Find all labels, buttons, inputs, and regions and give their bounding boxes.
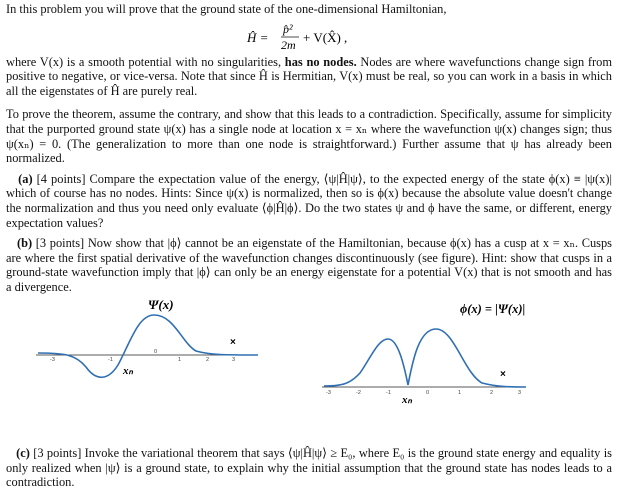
para1-text-b: Nodes are where wavefunctions change sign from positive to negative, or vice-versa. Note that since Ĥ is Hermitian, V(x) must be real, so you can work in a basis in which all the eigenstates of Ĥ are purely real. <box>6 54 612 98</box>
part-c-text: [3 points] Invoke the variational theorem that says ⟨ψ|Ĥ|ψ⟩ ≥ E₀, where E₀ is the ground state energy and equality is only realized when |ψ⟩ is a ground state, to explain why the initial assumption that the ground state has nodes leads to a contradiction. <box>6 446 612 490</box>
figure-psi <box>26 295 306 407</box>
psi-cross-mark: × <box>230 336 236 348</box>
phi-tick: -3 <box>326 389 331 396</box>
part-b-text: [3 points] Now show that |ϕ⟩ cannot be an eigenstate of the Hamiltonian, because ϕ(x) has a cusp at x = xₙ. Cusps are where the first spatial derivative of the wavefunction changes discontinuously (see figure). Hint: show that cusps in a ground-state wavefunction imply that |ϕ⟩ can only be an energy eigenstate for a potential V(x) that is not smooth and has a divergence. <box>6 236 612 294</box>
phi-tick: 1 <box>458 389 462 396</box>
psi-ticks <box>50 349 235 363</box>
paragraph-1 <box>6 55 612 99</box>
part-c-label: (c) <box>16 446 30 460</box>
phi-cross-mark: × <box>500 368 506 380</box>
psi-tick: -3 <box>50 356 55 363</box>
eq-denominator: 2m <box>281 37 296 51</box>
part-a <box>6 172 612 230</box>
psi-tick: 1 <box>178 356 182 363</box>
part-a-text: [4 points] Compare the expectation value of the energy, ⟨ψ|Ĥ|ψ⟩, to the expected energy of the state ϕ(x) ≡ |ψ(x)| which of course has no nodes. Hints: Since ψ(x) is normalized, then so is ϕ(x) because the absolute value doesn't change the normalization and thus you need only evaluate ⟨ϕ|Ĥ|ϕ⟩. Do the two states ψ and ϕ have the same, or different, energy expectation values? <box>6 171 612 230</box>
part-c-block <box>6 446 612 490</box>
phi-tick: 2 <box>490 389 494 396</box>
psi-curve <box>38 315 258 377</box>
psi-node-label: xₙ <box>123 364 133 377</box>
part-b-label: (b) <box>16 236 33 251</box>
part-b <box>6 236 612 294</box>
phi-curve <box>324 329 526 387</box>
para1-bold: has no nodes. <box>284 54 357 69</box>
hamiltonian-equation <box>6 21 612 49</box>
para1-text-a: where V(x) is a smooth potential with no singularities, <box>6 54 285 69</box>
phi-ticks <box>326 390 521 396</box>
phi-label: ϕ(x) = |Ψ(x)| <box>460 301 526 316</box>
phi-tick: -2 <box>356 389 361 396</box>
eq-numerator: p̂² <box>283 21 293 36</box>
paragraph-2: To prove the theorem, assume the contrary, and show that this leads to a contradiction. Specifically, assume for simplicity that the purported ground state ψ(x) has a single node at location x = xₙ where the wavefunction ψ(x) changes sign; thus ψ(xₙ) = 0. (The generalization to more than one node is straightforward.) Further assume that ψ has already been normalized. <box>6 107 612 166</box>
problem-page <box>6 2 612 407</box>
psi-tick: 2 <box>206 356 210 363</box>
figures-area <box>6 295 612 407</box>
part-a-label: (a) <box>18 171 33 186</box>
psi-label: Ψ(x) <box>148 296 174 312</box>
psi-tick: -1 <box>108 356 113 363</box>
part-c <box>6 446 612 490</box>
phi-node-label: xₙ <box>402 393 412 406</box>
phi-tick: 3 <box>518 389 522 396</box>
psi-tick: 0 <box>154 348 158 355</box>
eq-lhs: Ĥ = <box>247 29 269 45</box>
hamiltonian-formula <box>209 21 409 51</box>
phi-tick: 0 <box>426 389 430 396</box>
psi-tick: 3 <box>232 356 236 363</box>
eq-rhs: + V(X̂) , <box>303 29 348 45</box>
intro-text: In this problem you will prove that the ground state of the one-dimensional Hamiltonian, <box>6 2 447 16</box>
phi-tick: -1 <box>386 389 391 396</box>
figure-phi <box>312 295 602 407</box>
